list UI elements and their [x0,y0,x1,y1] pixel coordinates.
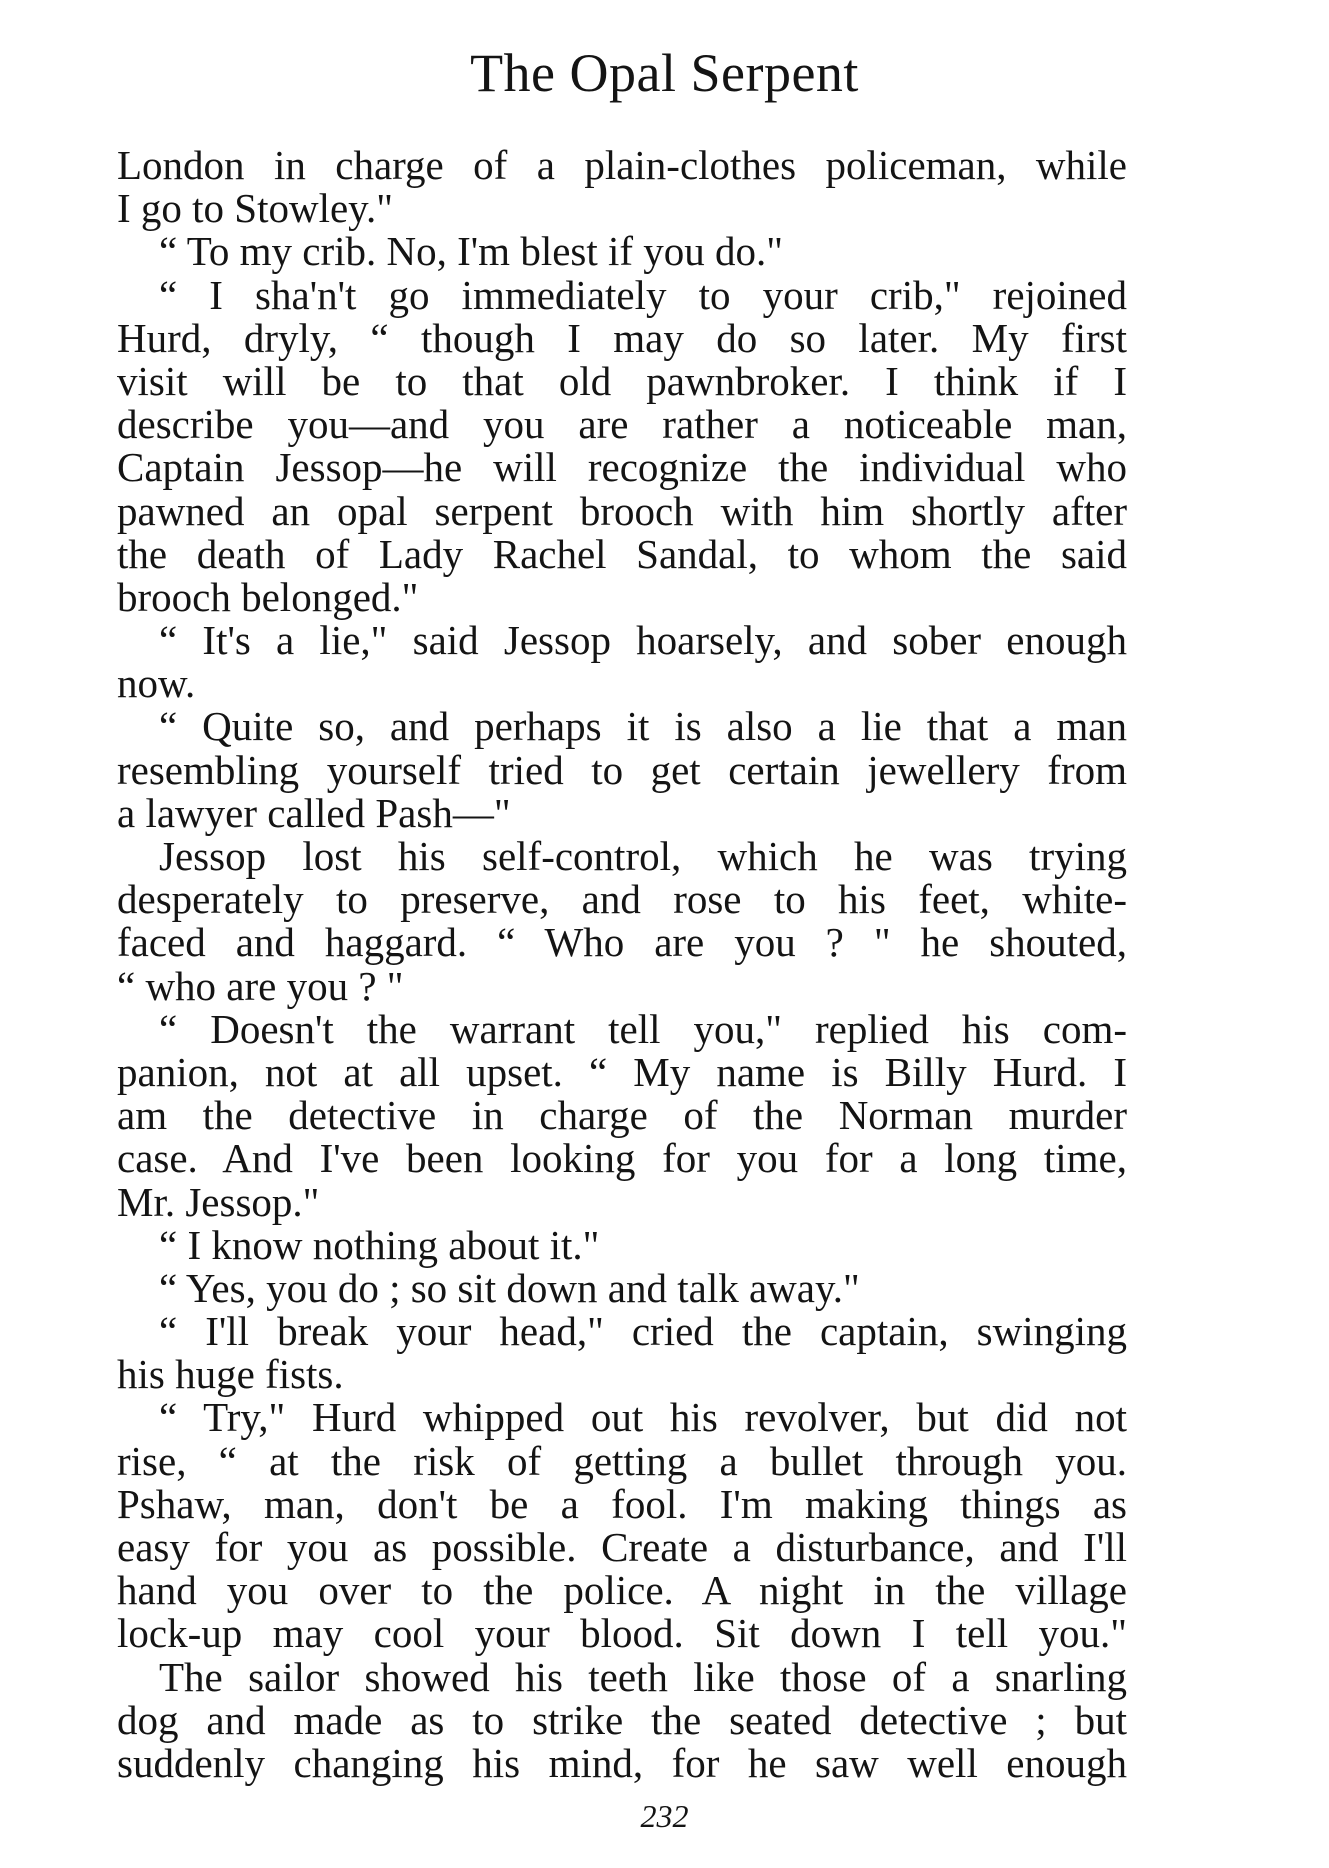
text-line: pawned an opal serpent brooch with him shortly after [117,487,1127,534]
text-line: case. And I've been looking for you for a long time, [117,1135,1127,1182]
text-line: his huge fists. [117,1351,344,1398]
text-line: resembling yourself tried to get certain jewellery from [117,746,1127,793]
text-line: The sailor showed his teeth like those of a snarling [159,1653,1127,1700]
text-line: “ It's a lie," said Jessop hoarsely, and sober enough [159,617,1127,664]
text-line: “ I sha'n't go immediately to your crib," rejoined [159,271,1127,318]
text-line: “ To my crib. No, I'm blest if you do." [159,228,784,275]
text-line: now. [117,660,196,707]
text-line: Hurd, dryly, “ though I may do so later. My first [117,314,1127,361]
text-line: describe you—and you are rather a noticeable man, [117,401,1127,448]
text-line: Jessop lost his self-control, which he was trying [159,833,1127,879]
page-number: 232 [640,1798,689,1834]
text-line: the death of Lady Rachel Sandal, to whom the said [117,530,1127,577]
text-line: desperately to preserve, and rose to his feet, white- [117,876,1127,923]
running-head: The Opal Serpent [470,43,859,103]
text-line: “ Try," Hurd whipped out his revolver, but did not [159,1394,1127,1441]
text-line: London in charge of a plain-clothes policeman, while [117,142,1127,188]
text-line: “ Quite so, and perhaps it is also a lie that a man [159,703,1127,750]
text-line: Mr. Jessop." [117,1178,320,1225]
text-line: Pshaw, man, don't be a fool. I'm making things as [117,1480,1127,1527]
text-line: easy for you as possible. Create a disturbance, and I'll [117,1524,1127,1570]
text-line: “ Doesn't the warrant tell you," replied his com- [159,1005,1127,1052]
text-line: am the detective in charge of the Norman murder [117,1092,1127,1139]
text-line: lock-up may cool your blood. Sit down I tell you." [117,1610,1127,1657]
text-line: “ Yes, you do ; so sit down and talk away." [159,1264,860,1311]
text-line: panion, not at all upset. “ My name is Billy Hurd. I [117,1048,1127,1095]
text-line: a lawyer called Pash—" [117,789,511,836]
text-line: dog and made as to strike the seated detective ; but [117,1696,1127,1743]
text-line: “ I know nothing about it." [159,1221,600,1268]
text-line: brooch belonged." [117,573,419,620]
text-line: rise, “ at the risk of getting a bullet through you. [117,1437,1127,1484]
text-line: I go to Stowley." [117,185,394,232]
text-line: Captain Jessop—he will recognize the individual who [117,444,1127,491]
text-line: suddenly changing his mind, for he saw well enough [117,1739,1127,1786]
text-line: “ who are you ? " [117,962,404,1009]
text-line: faced and haggard. “ Who are you ? " he shouted, [117,919,1127,966]
text-line: hand you over to the police. A night in the village [117,1567,1127,1614]
text-line: visit will be to that old pawnbroker. I think if I [117,357,1127,404]
body-text [117,144,1127,1785]
text-line: “ I'll break your head," cried the captain, swinging [159,1308,1127,1355]
